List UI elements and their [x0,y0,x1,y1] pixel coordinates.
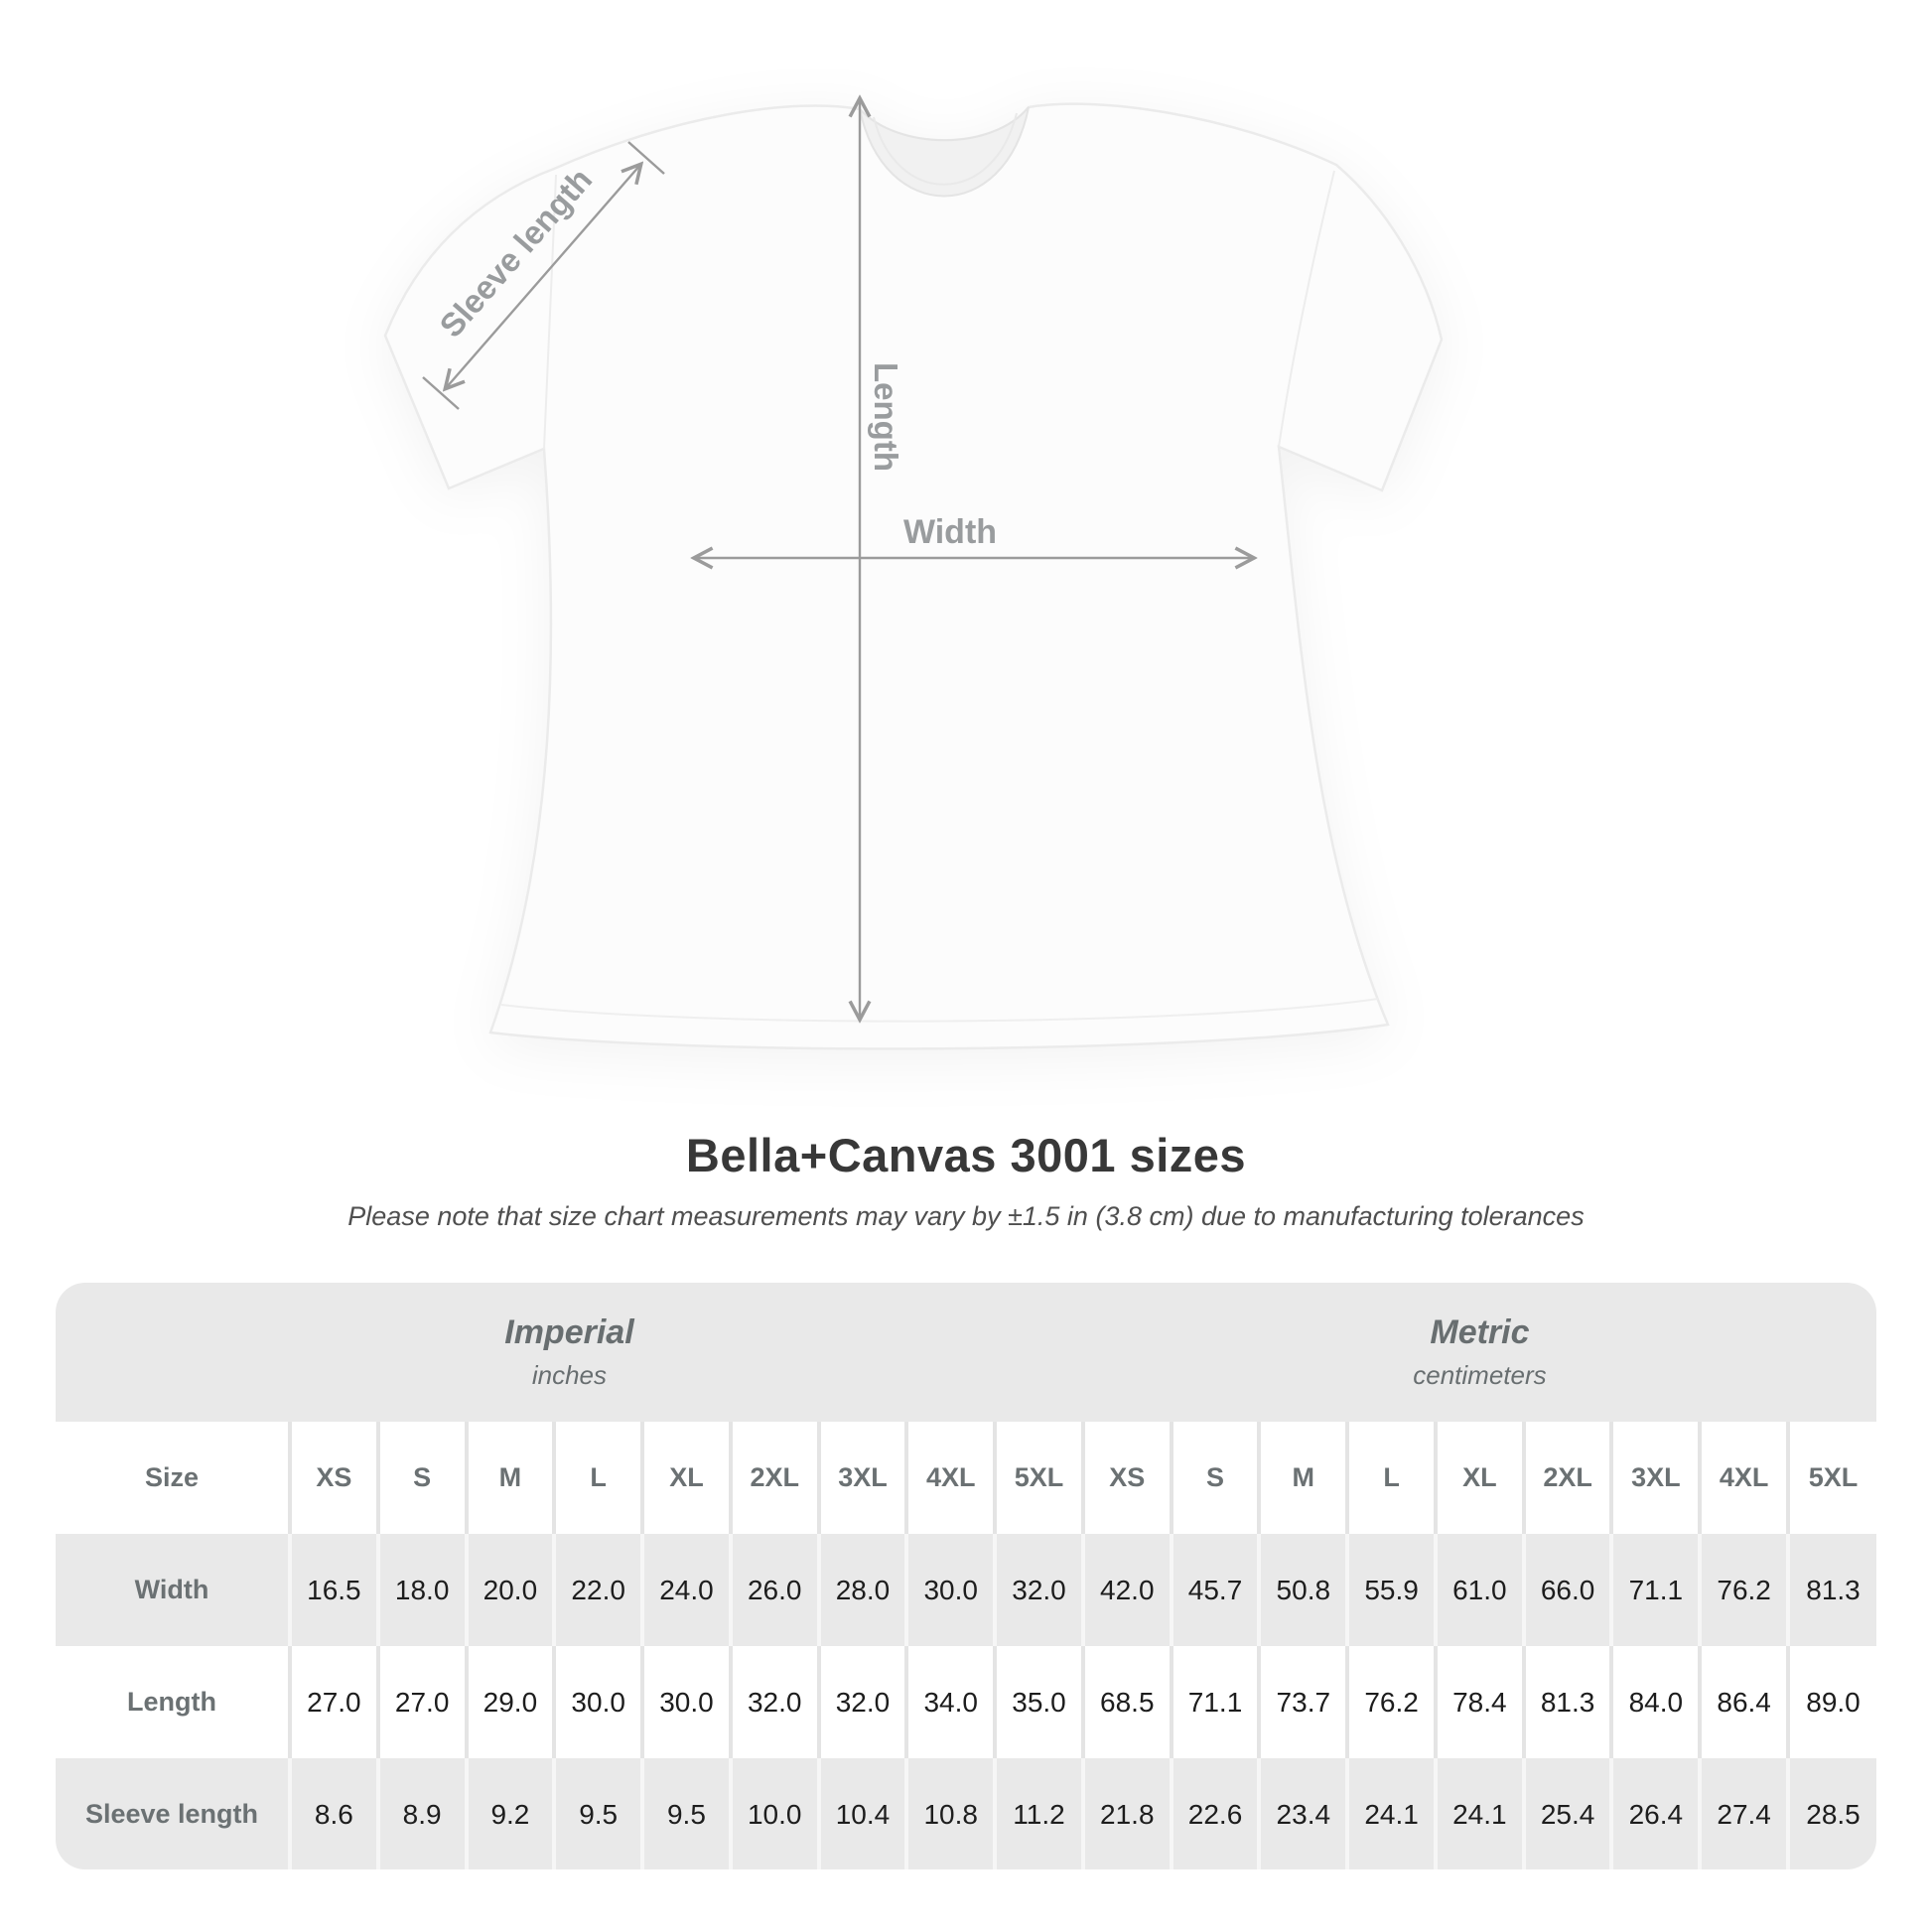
value-cell: 28.0 [819,1534,907,1646]
sleeve-length-row [56,1758,1876,1869]
value-cell: 26.4 [1611,1758,1700,1869]
page-subtitle: Please note that size chart measurements may vary by ±1.5 in (3.8 cm) due to manufacturing tolerances [347,1201,1585,1231]
value-cell: 26.0 [731,1534,819,1646]
size-col-header: 5XL [1788,1422,1876,1534]
value-cell: 73.7 [1259,1646,1347,1758]
imperial-unit: inches [531,1360,608,1391]
width-row [56,1534,1876,1646]
value-cell: 9.2 [467,1758,555,1869]
value-cell: 32.0 [731,1646,819,1758]
size-table-grid [56,1283,1876,1869]
size-col-header: XL [1436,1422,1524,1534]
value-cell: 34.0 [906,1646,995,1758]
value-cell: 10.0 [731,1758,819,1869]
value-cell: 71.1 [1611,1534,1700,1646]
value-cell: 22.6 [1172,1758,1260,1869]
value-cell: 50.8 [1259,1534,1347,1646]
value-cell: 84.0 [1611,1646,1700,1758]
row-label: Width [134,1575,209,1604]
value-cell: 10.4 [819,1758,907,1869]
value-cell: 32.0 [995,1534,1083,1646]
length-row [56,1646,1876,1758]
value-cell: 27.0 [378,1646,467,1758]
size-col-header: 3XL [1611,1422,1700,1534]
size-col-header: XS [290,1422,378,1534]
size-col-header: S [1172,1422,1260,1534]
value-cell: 25.4 [1524,1758,1612,1869]
value-cell: 35.0 [995,1646,1083,1758]
value-cell: 20.0 [467,1534,555,1646]
size-col-header: XL [642,1422,731,1534]
value-cell: 30.0 [906,1534,995,1646]
size-header-row [56,1422,1876,1534]
sleeve-length-label: Sleeve length [432,161,600,345]
size-col-header: 2XL [1524,1422,1612,1534]
size-col-header: M [467,1422,555,1534]
metric-label: Metric [1430,1312,1530,1351]
value-cell: 27.0 [290,1646,378,1758]
length-label: Length [868,362,904,472]
size-col-header: 3XL [819,1422,907,1534]
value-cell: 89.0 [1788,1646,1876,1758]
value-cell: 45.7 [1172,1534,1260,1646]
imperial-group-header [56,1283,1083,1422]
value-cell: 24.0 [642,1534,731,1646]
row-label: Sleeve length [84,1799,259,1829]
row-label: Length [127,1687,216,1717]
value-cell: 10.8 [906,1758,995,1869]
value-cell: 8.6 [290,1758,378,1869]
value-cell: 61.0 [1436,1534,1524,1646]
value-cell: 27.4 [1700,1758,1788,1869]
value-cell: 29.0 [467,1646,555,1758]
value-cell: 32.0 [819,1646,907,1758]
value-cell: 42.0 [1083,1534,1172,1646]
value-cell: 76.2 [1700,1534,1788,1646]
unit-group-row [56,1283,1876,1422]
value-cell: 23.4 [1259,1758,1347,1869]
page-title: Bella+Canvas 3001 sizes [685,1129,1247,1181]
size-col-header: L [1347,1422,1436,1534]
size-header: Size [144,1462,200,1492]
value-cell: 71.1 [1172,1646,1260,1758]
size-col-header: S [378,1422,467,1534]
size-col-header: 4XL [1700,1422,1788,1534]
value-cell: 11.2 [995,1758,1083,1869]
size-col-header: 5XL [995,1422,1083,1534]
size-col-header: 2XL [731,1422,819,1534]
size-col-header: XS [1083,1422,1172,1534]
value-cell: 86.4 [1700,1646,1788,1758]
metric-group-header [1083,1283,1876,1422]
value-cell: 28.5 [1788,1758,1876,1869]
value-cell: 22.0 [554,1534,642,1646]
value-cell: 30.0 [554,1646,642,1758]
size-col-header: M [1259,1422,1347,1534]
value-cell: 55.9 [1347,1534,1436,1646]
value-cell: 16.5 [290,1534,378,1646]
value-cell: 8.9 [378,1758,467,1869]
size-table [56,1283,1876,1869]
width-label: Width [902,513,998,551]
value-cell: 24.1 [1347,1758,1436,1869]
value-cell: 66.0 [1524,1534,1612,1646]
value-cell: 18.0 [378,1534,467,1646]
size-col-header: 4XL [906,1422,995,1534]
value-cell: 21.8 [1083,1758,1172,1869]
value-cell: 78.4 [1436,1646,1524,1758]
value-cell: 9.5 [642,1758,731,1869]
value-cell: 81.3 [1788,1534,1876,1646]
value-cell: 76.2 [1347,1646,1436,1758]
metric-unit: centimeters [1413,1360,1547,1391]
size-col-header: L [554,1422,642,1534]
value-cell: 24.1 [1436,1758,1524,1869]
value-cell: 9.5 [554,1758,642,1869]
value-cell: 30.0 [642,1646,731,1758]
value-cell: 68.5 [1083,1646,1172,1758]
imperial-label: Imperial [504,1312,634,1351]
value-cell: 81.3 [1524,1646,1612,1758]
